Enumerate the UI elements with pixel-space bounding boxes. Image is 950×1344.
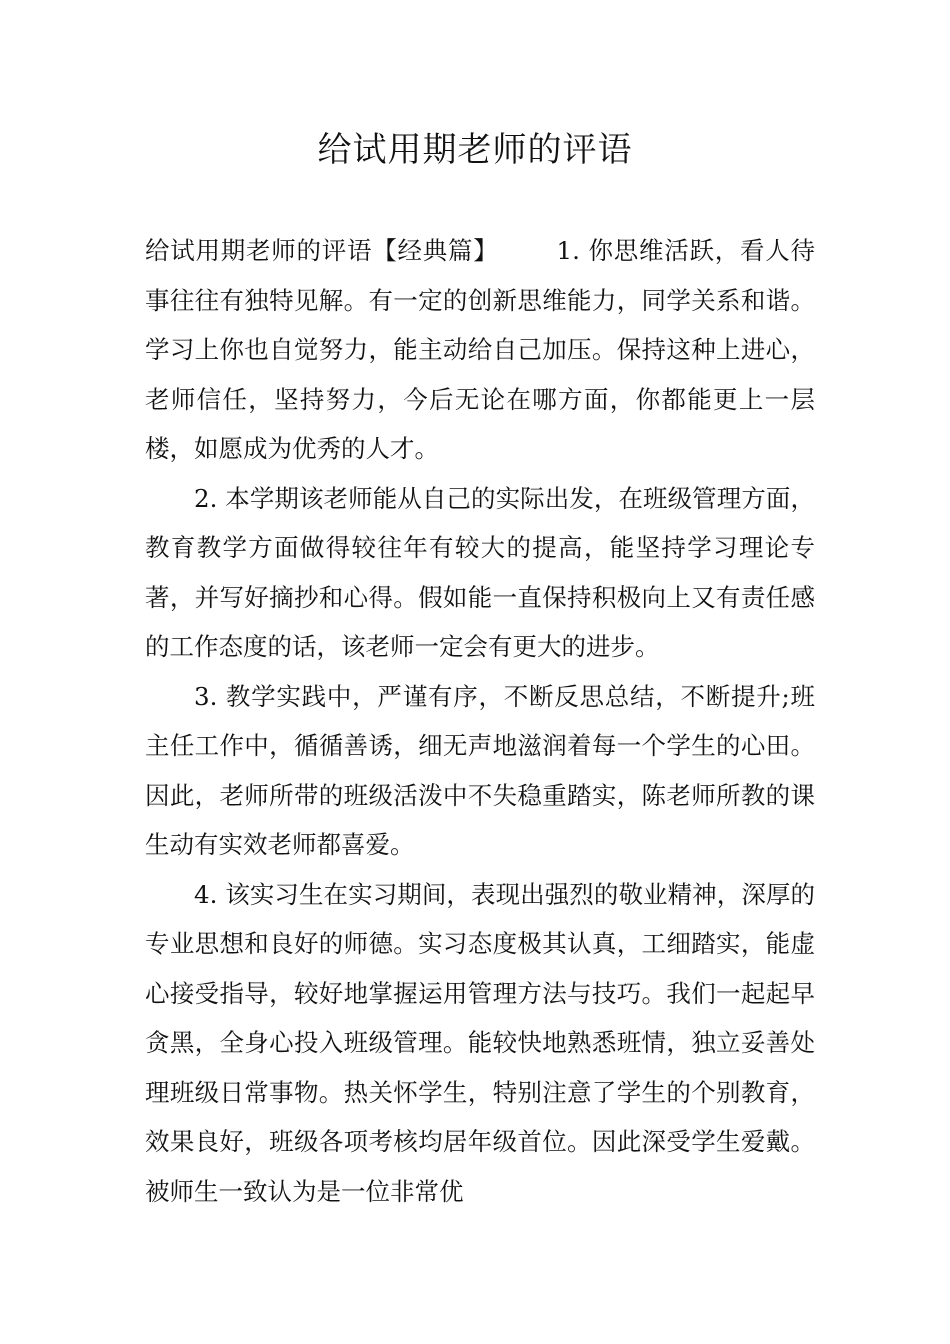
- paragraph-2: 2. 本学期该老师能从自己的实际出发，在班级管理方面，教育教学方面做得较往年有较大的提高，能坚持学习理论专著，并写好摘抄和心得。假如能一直保持积极向上又有责任感的工作态度的话，该老师一定会有更大的进步。: [145, 483, 815, 661]
- paragraph-3: 3. 教学实践中，严谨有序，不断反思总结，不断提升;班主任工作中，循循善诱，细无声地滋润着每一个学生的心田。因此，老师所带的班级活泼中不失稳重踏实，陈老师所教的课生动有实效老师都喜爱。: [145, 681, 815, 859]
- paragraph-4: 4. 该实习生在实习期间，表现出强烈的敬业精神，深厚的专业思想和良好的师德。实习态度极其认真，工细踏实，能虚心接受指导，较好地掌握运用管理方法与技巧。我们一起起早贪黑，全身心投入班级管理。能较快地熟悉班情，独立妥善处理班级日常事物。热关怀学生，特别注意了学生的个别教育，效果良好，班级各项考核均居年级首位。因此深受学生爱戴。被师生一致认为是一位非常优: [145, 879, 815, 1206]
- document-title: 给试用期老师的评语: [317, 130, 633, 170]
- paragraph-1: [145, 226, 815, 474]
- intro-heading: 给试用期老师的评语【经典篇】: [145, 236, 499, 265]
- document-body: [145, 226, 815, 1216]
- paragraph-1-text: 1. 你思维活跃，看人待事往往有独特见解。有一定的创新思维能力，同学关系和谐。学习上你也自觉努力，能主动给自己加压。保持这种上进心，老师信任，坚持努力，今后无论在哪方面，你都能更上一层楼，如愿成为优秀的人才。: [145, 236, 815, 463]
